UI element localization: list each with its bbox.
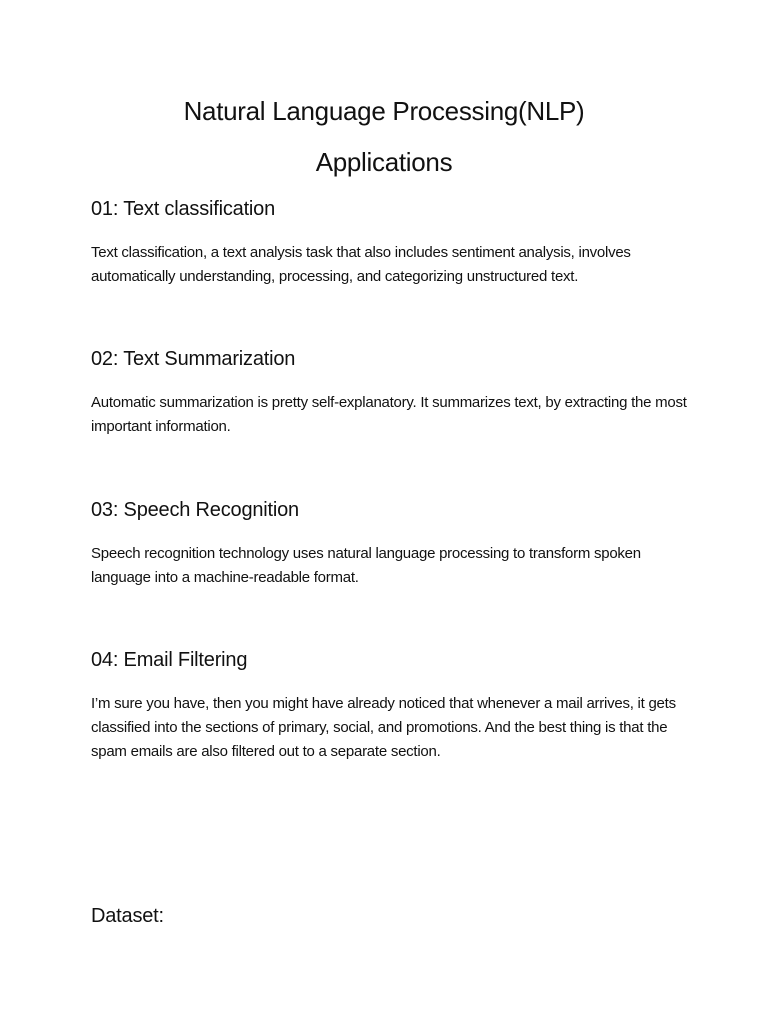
section-heading: 03: Speech Recognition (91, 499, 299, 521)
page-title-line-2: Applications (315, 147, 453, 177)
section-text-summarization (91, 348, 691, 439)
section-heading: 02: Text Summarization (91, 348, 296, 370)
section-email-filtering (91, 649, 691, 764)
section-body: I’m sure you have, then you might have already noticed that whenever a mail arrives, it gets classified into the sections of primary, social, and promotions. And the best thing is that the spam emails are also filtered out to a separate section. (91, 695, 676, 760)
section-heading: 04: Email Filtering (91, 649, 248, 671)
section-text-classification (91, 198, 691, 289)
section-body: Automatic summarization is pretty self-explanatory. It summarizes text, by extracting the most important information. (91, 394, 687, 435)
section-body: Speech recognition technology uses natural language processing to transform spoken language into a machine-readable format. (91, 545, 641, 586)
section-speech-recognition (91, 499, 691, 590)
section-heading: 01: Text classification (91, 198, 276, 220)
section-body: Text classification, a text analysis task that also includes sentiment analysis, involves automatically understanding, processing, and categorizing unstructured text. (91, 244, 631, 285)
dataset-heading: Dataset: (91, 905, 164, 927)
page-title-line-1: Natural Language Processing(NLP) (183, 96, 585, 126)
